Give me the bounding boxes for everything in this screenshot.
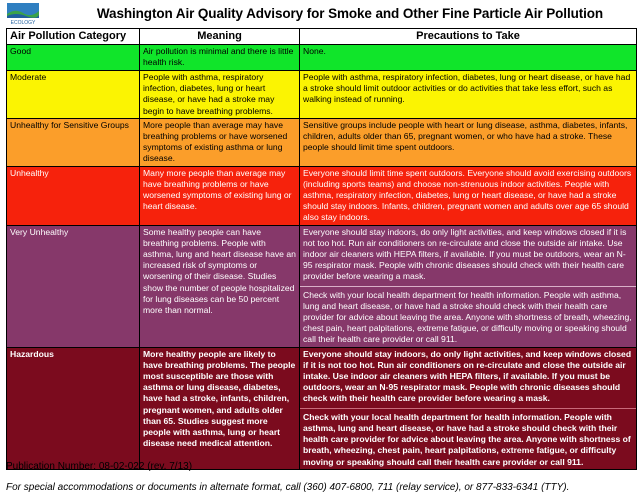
divider [300, 286, 636, 287]
precaution-text: Everyone should stay indoors, do only light activities, and keep windows closed if it is not too hot. Run air conditioners on re-circulate and close the outside air intake. Use indoor air cleaners with HEPA filters, if available. If you must be outdoors, wear an N-95 respirator mask. People with chronic diseases should check with their health care provider before wearing a mask. [303, 348, 632, 404]
precaution-text: Sensitive groups include people with heart or lung disease, asthma, diabetes, infants, children, adults older than 65, pregnant women, or who have had a stroke. These people should limit time spent outdoors. [303, 119, 628, 153]
page-header [0, 0, 640, 28]
table-row-unhealthy-sensitive [7, 118, 637, 166]
category-cell: Moderate [7, 71, 140, 119]
svg-text:ECOLOGY: ECOLOGY [10, 20, 36, 26]
publication-number: Publication Number: 08-02-022 (rev. 7/13) [6, 461, 193, 472]
precaution-text: Check with your local health department for health information. People with asthma, lung and heart disease, or have had a stroke should check with their health care provider for advice about leaving the area. Anyone with shortness of breath, wheezing, chest pain, heart palpitations, extreme fatigue, or difficulty moving or speaking should call their health care provider or call 911. [303, 411, 631, 467]
meaning-cell: More healthy people are likely to have breathing problems. The people most susceptible are those with asthma or lung disease, diabetes, have had a stroke, infants, children, pregnant women, and adults older than 65. Studies suggest more people with asthma, lung or heart disease need medical attention. [140, 347, 300, 469]
table-row-moderate [7, 71, 637, 119]
accommodations-note: For special accommodations or documents in alternate format, call (360) 407-6800, 711 (relay service), or 877-833-6341 (TTY). [6, 482, 570, 493]
table-row-good [7, 45, 637, 71]
category-cell: Very Unhealthy [7, 225, 140, 347]
column-header-precautions: Precautions to Take [300, 29, 637, 45]
divider [300, 408, 636, 409]
precaution-text: Everyone should stay indoors, do only light activities, and keep windows closed if it is not too hot. Run air conditioners on re-circulate and close the outside air intake. Use indoor air cleaners with HEPA filters, if available. If you must be outdoors, wear an N-95 respirator mask. People with chronic diseases should check with their health care provider before wearing a mask. [303, 226, 627, 282]
meaning-cell: Air pollution is minimal and there is little health risk. [140, 45, 300, 71]
meaning-cell: More people than average may have breathing problems or have worsened symptoms of existing asthma or lung disease. [140, 118, 300, 166]
page-title: Washington Air Quality Advisory for Smoke and Other Fine Particle Air Pollution [96, 6, 604, 21]
column-header-meaning: Meaning [140, 29, 300, 45]
table-row-unhealthy [7, 166, 637, 225]
precautions-cell [300, 225, 637, 347]
table-header-row [7, 29, 637, 45]
precautions-cell [300, 71, 637, 119]
precaution-text: People with asthma, respiratory infection, diabetes, lung or heart disease, or have had a stroke should limit outdoor activities or do activities that take less effort, such as walking instead of running. [303, 72, 631, 105]
meaning-cell: People with asthma, respiratory infection, diabetes, lung or heart disease, or have had a stroke may begin to have breathing problems. [140, 71, 300, 119]
precaution-text: Everyone should limit time spent outdoors. Everyone should avoid exercising outdoors (including sports teams) and choose non-strenuous indoor activities. People with asthma, respiratory infection, diabetes, lung or heart disease, or have had a stroke should stay indoors. Infants, children, pregnant women and adults over age 65 should also stay indoors. [303, 167, 632, 223]
precaution-text: Check with your local health department for health information. People with asthma, lung and heart disease, or have had a stroke should check with their health care provider for advice about leaving the area. Anyone with shortness of breath, wheezing, chest pain, heart palpitations, extreme fatigue, or difficulty moving or speaking should call their health care provider or call 911. [303, 289, 632, 345]
precautions-cell [300, 118, 637, 166]
precaution-text: None. [303, 46, 326, 56]
table-row-hazardous [7, 347, 637, 469]
meaning-cell: Many more people than average may have breathing problems or have worsened symptoms of existing lung or heart disease. [140, 166, 300, 225]
category-cell: Unhealthy [7, 166, 140, 225]
precautions-cell [300, 347, 637, 469]
precautions-cell [300, 45, 637, 71]
ecology-logo-icon [6, 2, 40, 26]
category-cell: Good [7, 45, 140, 71]
category-cell: Unhealthy for Sensitive Groups [7, 118, 140, 166]
advisory-table [6, 28, 637, 470]
category-cell: Hazardous [7, 347, 140, 469]
table-row-very-unhealthy [7, 225, 637, 347]
precautions-cell [300, 166, 637, 225]
column-header-category: Air Pollution Category [7, 29, 140, 45]
meaning-cell: Some healthy people can have breathing problems. People with asthma, lung and heart disease have an increased risk of symptoms or worsening of their disease. Studies show the number of people hospitalized for lung diseases can be 50 percent more than normal. [140, 225, 300, 347]
